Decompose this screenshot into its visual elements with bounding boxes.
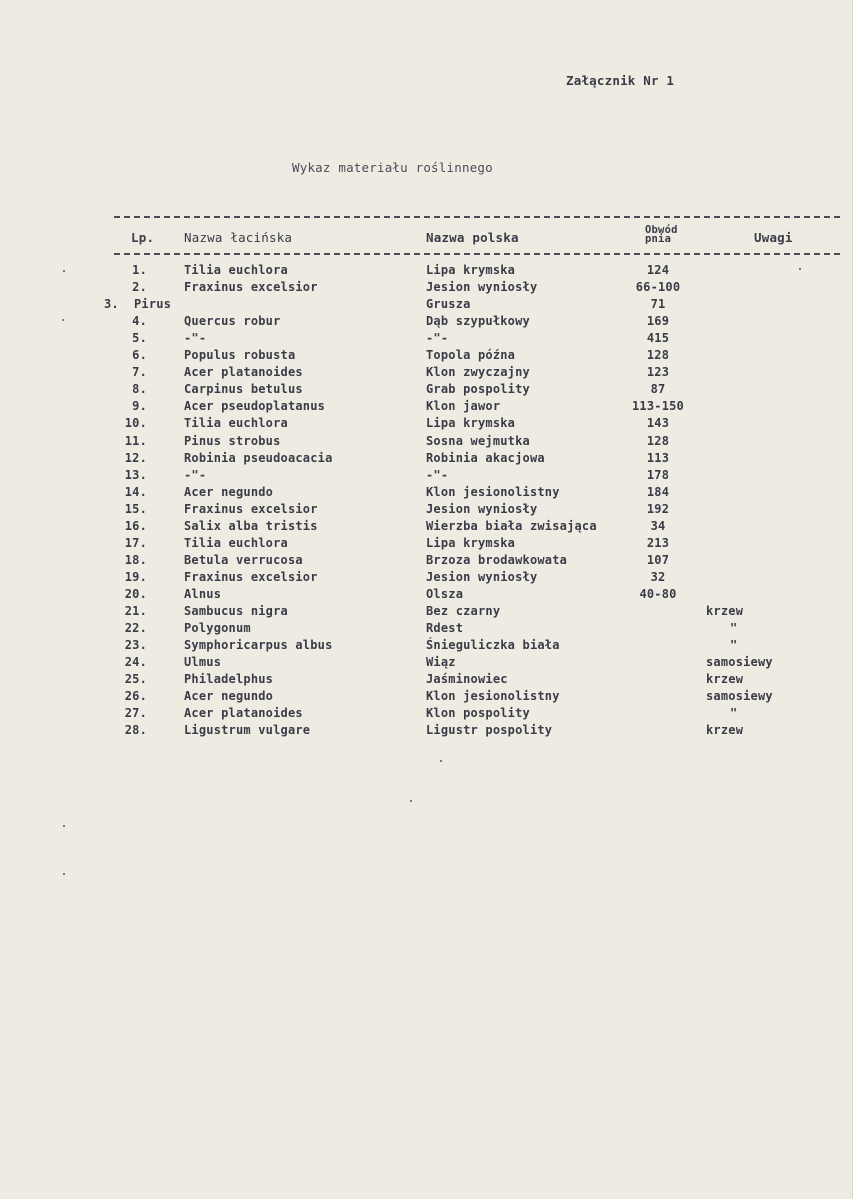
row-latin-name: Betula verrucosa: [184, 552, 303, 567]
row-notes: krzew: [706, 672, 744, 687]
row-trunk-girth: 66-100: [635, 280, 681, 295]
row-latin-name: -"-: [184, 331, 207, 346]
header-polish-name: Nazwa polska: [426, 230, 519, 245]
row-polish-name: Grab pospolity: [426, 382, 530, 397]
row-polish-name: Klon jesionolistny: [426, 484, 560, 499]
row-trunk-girth: 34: [650, 518, 666, 533]
table-top-rule: [114, 216, 840, 218]
row-polish-name: Lipa krymska: [426, 263, 516, 277]
row-trunk-girth: 124: [646, 263, 670, 277]
row-number: 3.: [104, 297, 119, 312]
row-polish-name: Klon zwyczajny: [426, 365, 530, 380]
header-notes: Uwagi: [754, 230, 793, 245]
row-trunk-girth: 143: [646, 416, 670, 431]
row-trunk-girth: 415: [646, 331, 670, 346]
row-number: 25.: [124, 672, 147, 687]
row-polish-name: Brzoza brodawkowata: [426, 552, 568, 567]
row-trunk-girth: 113-150: [632, 399, 684, 414]
row-latin-name: Polygonum: [184, 621, 251, 636]
header-trunk-girth: [645, 226, 693, 244]
paper-speck: [63, 873, 65, 875]
row-number: 9.: [132, 399, 147, 414]
header-trunk-girth-text: Obwód pnia: [645, 224, 678, 245]
row-notes: samosiewy: [706, 689, 773, 704]
paper-speck: [440, 760, 442, 762]
row-polish-name: Klon jawor: [426, 399, 501, 414]
row-number: 8.: [132, 382, 147, 397]
row-number: 27.: [124, 706, 147, 721]
row-polish-name: -"-: [426, 331, 449, 346]
row-trunk-girth: 184: [646, 484, 670, 499]
row-polish-name: Wiąz: [426, 655, 456, 670]
row-latin-name: Sambucus nigra: [184, 604, 288, 618]
row-polish-name: Jesion wyniosły: [426, 280, 538, 295]
row-number: 15.: [124, 501, 147, 516]
row-latin-name: Fraxinus excelsior: [184, 569, 318, 584]
row-polish-name: Robinia akacjowa: [426, 450, 545, 465]
paper-speck: [410, 800, 412, 802]
row-polish-name: Śnieguliczka biała: [426, 638, 560, 653]
row-latin-name: Tilia euchlora: [184, 416, 288, 431]
row-number: 21.: [124, 604, 147, 618]
row-latin-name: Acer negundo: [184, 484, 274, 499]
row-latin-name: Acer platanoides: [184, 365, 303, 380]
row-polish-name: Rdest: [426, 621, 464, 636]
row-trunk-girth: 32: [650, 569, 666, 584]
header-lp: Lp.: [131, 230, 155, 245]
row-trunk-girth: 113: [646, 450, 670, 465]
row-polish-name: Grusza: [426, 297, 471, 312]
row-number: 12.: [124, 450, 147, 465]
row-polish-name: Bez czarny: [426, 604, 501, 618]
row-trunk-girth: 107: [646, 552, 670, 567]
row-number: 18.: [124, 552, 147, 567]
row-number: 22.: [124, 621, 147, 636]
row-polish-name: Wierzba biała zwisająca: [426, 518, 597, 533]
row-latin-name: Ulmus: [184, 655, 222, 670]
row-latin-name: Tilia euchlora: [184, 535, 288, 550]
row-notes: krzew: [706, 604, 744, 618]
row-number: 28.: [124, 723, 147, 738]
row-number: 14.: [124, 484, 147, 499]
row-latin-name: Symphoricarpus albus: [184, 638, 333, 653]
row-number: 4.: [132, 314, 147, 329]
row-polish-name: Ligustr pospolity: [426, 723, 553, 738]
row-latin-name: Pirus: [134, 297, 172, 312]
row-trunk-girth: 192: [646, 501, 670, 516]
row-latin-name: Acer negundo: [184, 689, 274, 704]
row-trunk-girth: 128: [646, 348, 670, 363]
row-number: 26.: [124, 689, 147, 704]
document-title: Wykaz materiału roślinnego: [292, 160, 493, 175]
row-polish-name: -"-: [426, 467, 449, 482]
row-latin-name: -"-: [184, 467, 207, 482]
row-latin-name: Pinus strobus: [184, 433, 281, 448]
row-trunk-girth: 87: [650, 382, 666, 397]
row-latin-name: Populus robusta: [184, 348, 296, 363]
row-latin-name: Ligustrum vulgare: [184, 723, 311, 738]
row-latin-name: Salix alba tristis: [184, 518, 318, 533]
row-latin-name: Quercus robur: [184, 314, 281, 329]
row-number: 5.: [132, 331, 147, 346]
row-number: 16.: [124, 518, 147, 533]
row-polish-name: Klon jesionolistny: [426, 689, 560, 704]
row-latin-name: Carpinus betulus: [184, 382, 303, 397]
row-polish-name: Jaśminowiec: [426, 672, 508, 687]
header-latin-name: Nazwa łacińska: [184, 230, 293, 245]
row-notes: ": [730, 706, 738, 721]
row-trunk-girth: 213: [646, 535, 670, 550]
row-polish-name: Sosna wejmutka: [426, 433, 530, 448]
row-polish-name: Olsza: [426, 586, 464, 601]
row-number: 19.: [124, 569, 147, 584]
row-polish-name: Topola późna: [426, 348, 516, 363]
row-polish-name: Dąb szypułkowy: [426, 314, 530, 329]
row-number: 23.: [124, 638, 147, 653]
row-number: 2.: [132, 280, 147, 295]
row-latin-name: Tilia euchlora: [184, 263, 288, 277]
row-trunk-girth: 40-80: [639, 586, 677, 601]
row-trunk-girth: 169: [646, 314, 670, 329]
row-polish-name: Lipa krymska: [426, 416, 516, 431]
paper-speck: [799, 268, 801, 270]
row-trunk-girth: 71: [650, 297, 666, 312]
row-latin-name: Fraxinus excelsior: [184, 501, 318, 516]
paper-speck: [63, 825, 65, 827]
row-number: 6.: [132, 348, 147, 363]
row-latin-name: Acer pseudoplatanus: [184, 399, 326, 414]
row-number: 11.: [124, 433, 147, 448]
row-latin-name: Philadelphus: [184, 672, 274, 687]
row-latin-name: Alnus: [184, 586, 222, 601]
row-number: 13.: [124, 467, 147, 482]
row-latin-name: Robinia pseudoacacia: [184, 450, 333, 465]
row-polish-name: Jesion wyniosły: [426, 501, 538, 516]
row-notes: krzew: [706, 723, 744, 738]
table-header-rule: [114, 253, 840, 255]
row-polish-name: Jesion wyniosły: [426, 569, 538, 584]
row-polish-name: Lipa krymska: [426, 535, 516, 550]
row-latin-name: Fraxinus excelsior: [184, 280, 318, 295]
row-number: 1.: [132, 263, 147, 277]
row-polish-name: Klon pospolity: [426, 706, 530, 721]
paper-speck: [63, 270, 65, 272]
row-number: 20.: [124, 586, 147, 601]
row-number: 17.: [124, 535, 147, 550]
paper-speck: [62, 319, 64, 321]
row-number: 7.: [132, 365, 147, 380]
row-notes: ": [730, 621, 738, 636]
row-trunk-girth: 178: [646, 467, 670, 482]
row-latin-name: Acer platanoides: [184, 706, 303, 721]
row-trunk-girth: 128: [646, 433, 670, 448]
row-trunk-girth: 123: [646, 365, 670, 380]
row-notes: samosiewy: [706, 655, 773, 670]
attachment-label: Załącznik Nr 1: [566, 73, 675, 88]
row-notes: ": [730, 638, 738, 653]
row-number: 10.: [124, 416, 147, 431]
row-number: 24.: [124, 655, 147, 670]
